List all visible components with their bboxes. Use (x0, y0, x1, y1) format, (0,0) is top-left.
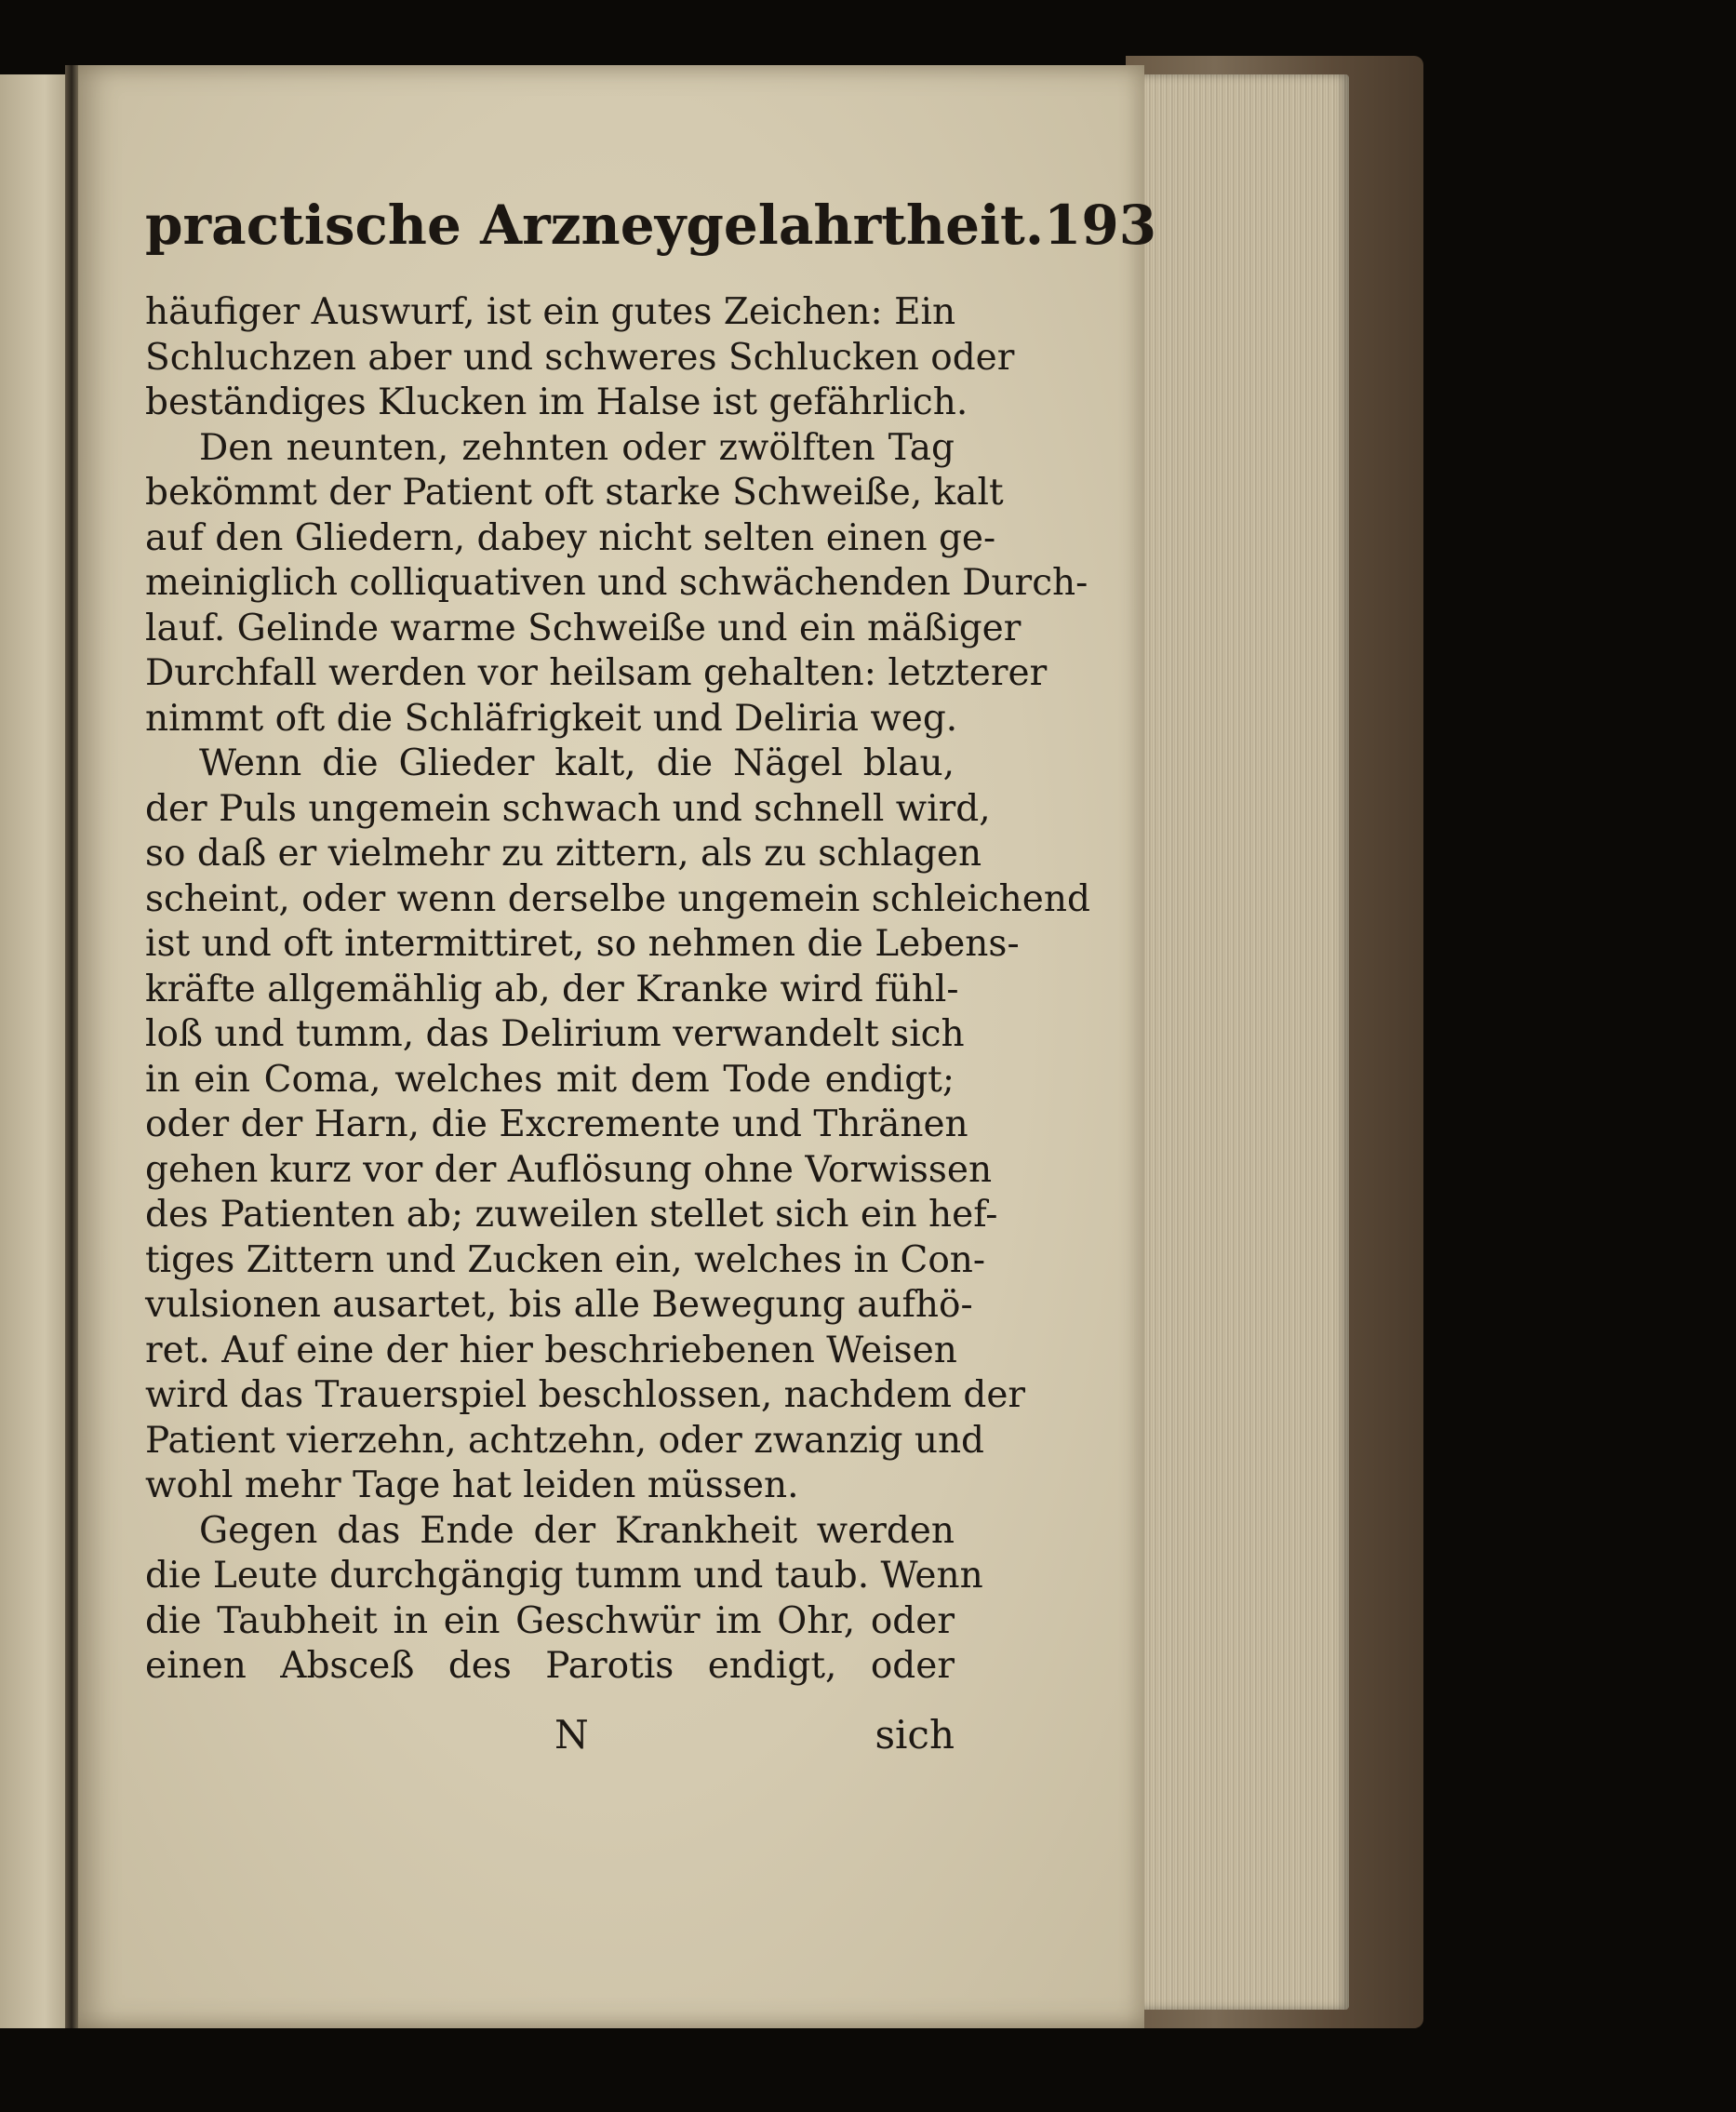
text-line: ist und oft intermittiret, so nehmen die Lebens- (145, 923, 1020, 965)
running-head: practische Arzneygelahrtheit. (145, 194, 1045, 257)
text-line: der Puls ungemein schwach und schnell wird, (145, 787, 991, 830)
page-edges (1140, 74, 1349, 2010)
catchword: sich (875, 1712, 955, 1758)
text-line: des Patienten ab; zuweilen stellet sich ein hef- (145, 1194, 998, 1236)
signature-mark: N (554, 1712, 589, 1758)
text-line: in ein Coma, welches mit dem Tode endigt; (145, 1058, 955, 1101)
body-text (145, 290, 1090, 1690)
text-line: tiges Zittern und Zucken ein, welches in Con- (145, 1238, 986, 1281)
text-line: lauf. Gelinde warme Schweiße und ein mäßiger (145, 607, 1022, 649)
text-line: auf den Gliedern, dabey nicht selten einen ge- (145, 516, 996, 559)
text-line: gehen kurz vor der Auflösung ohne Vorwissen (145, 1148, 993, 1191)
page-footer (145, 1712, 955, 1768)
text-line: ret. Auf eine der hier beschriebenen Weisen (145, 1329, 957, 1371)
text-line: Durchfall werden vor heilsam gehalten: letzterer (145, 652, 1048, 694)
text-line: Gegen das Ende der Krankheit werden (199, 1509, 955, 1552)
text-line: nimmt oft die Schläfrigkeit und Deliria weg. (145, 697, 958, 740)
facing-page (0, 74, 74, 2028)
text-line: oder der Harn, die Excremente und Thränen (145, 1103, 968, 1145)
text-line: Wenn die Glieder kalt, die Nägel blau, (199, 742, 955, 784)
gutter (65, 65, 78, 2028)
text-line: vulsionen ausartet, bis alle Bewegung aufhö- (145, 1284, 973, 1326)
text-line: so daß er vielmehr zu zittern, als zu schlagen (145, 833, 982, 875)
text-line: häufiger Auswurf, ist ein gutes Zeichen: Ein (145, 291, 956, 333)
text-line: loß und tumm, das Delirium verwandelt sich (145, 1013, 965, 1055)
text-line: bekömmt der Patient oft starke Schweiße, kalt (145, 472, 1004, 514)
text-line: Patient vierzehn, achtzehn, oder zwanzig und (145, 1419, 985, 1462)
text-line: kräfte allgemählig ab, der Kranke wird fühl- (145, 968, 959, 1010)
page-number: 193 (1044, 194, 1157, 257)
text-line: einen Absceß des Parotis endigt, oder (145, 1645, 955, 1687)
text-line: die Leute durchgängig tumm und taub. Wenn (145, 1555, 983, 1597)
text-line: wohl mehr Tage hat leiden müssen. (145, 1464, 799, 1506)
text-line: Schluchzen aber und schweres Schlucken oder (145, 336, 1015, 379)
text-line: beständiges Klucken im Halse ist gefährlich. (145, 381, 968, 423)
text-line: wird das Trauerspiel beschlossen, nachdem der (145, 1374, 1026, 1416)
text-line: die Taubheit in ein Geschwür im Ohr, oder (145, 1599, 955, 1642)
page-header (145, 194, 1157, 257)
text-line: scheint, oder wenn derselbe ungemein schleichend (145, 877, 1090, 920)
text-line: Den neunten, zehnten oder zwölften Tag (199, 426, 955, 469)
text-line: meiniglich colliquativen und schwächenden Durch- (145, 562, 1088, 604)
